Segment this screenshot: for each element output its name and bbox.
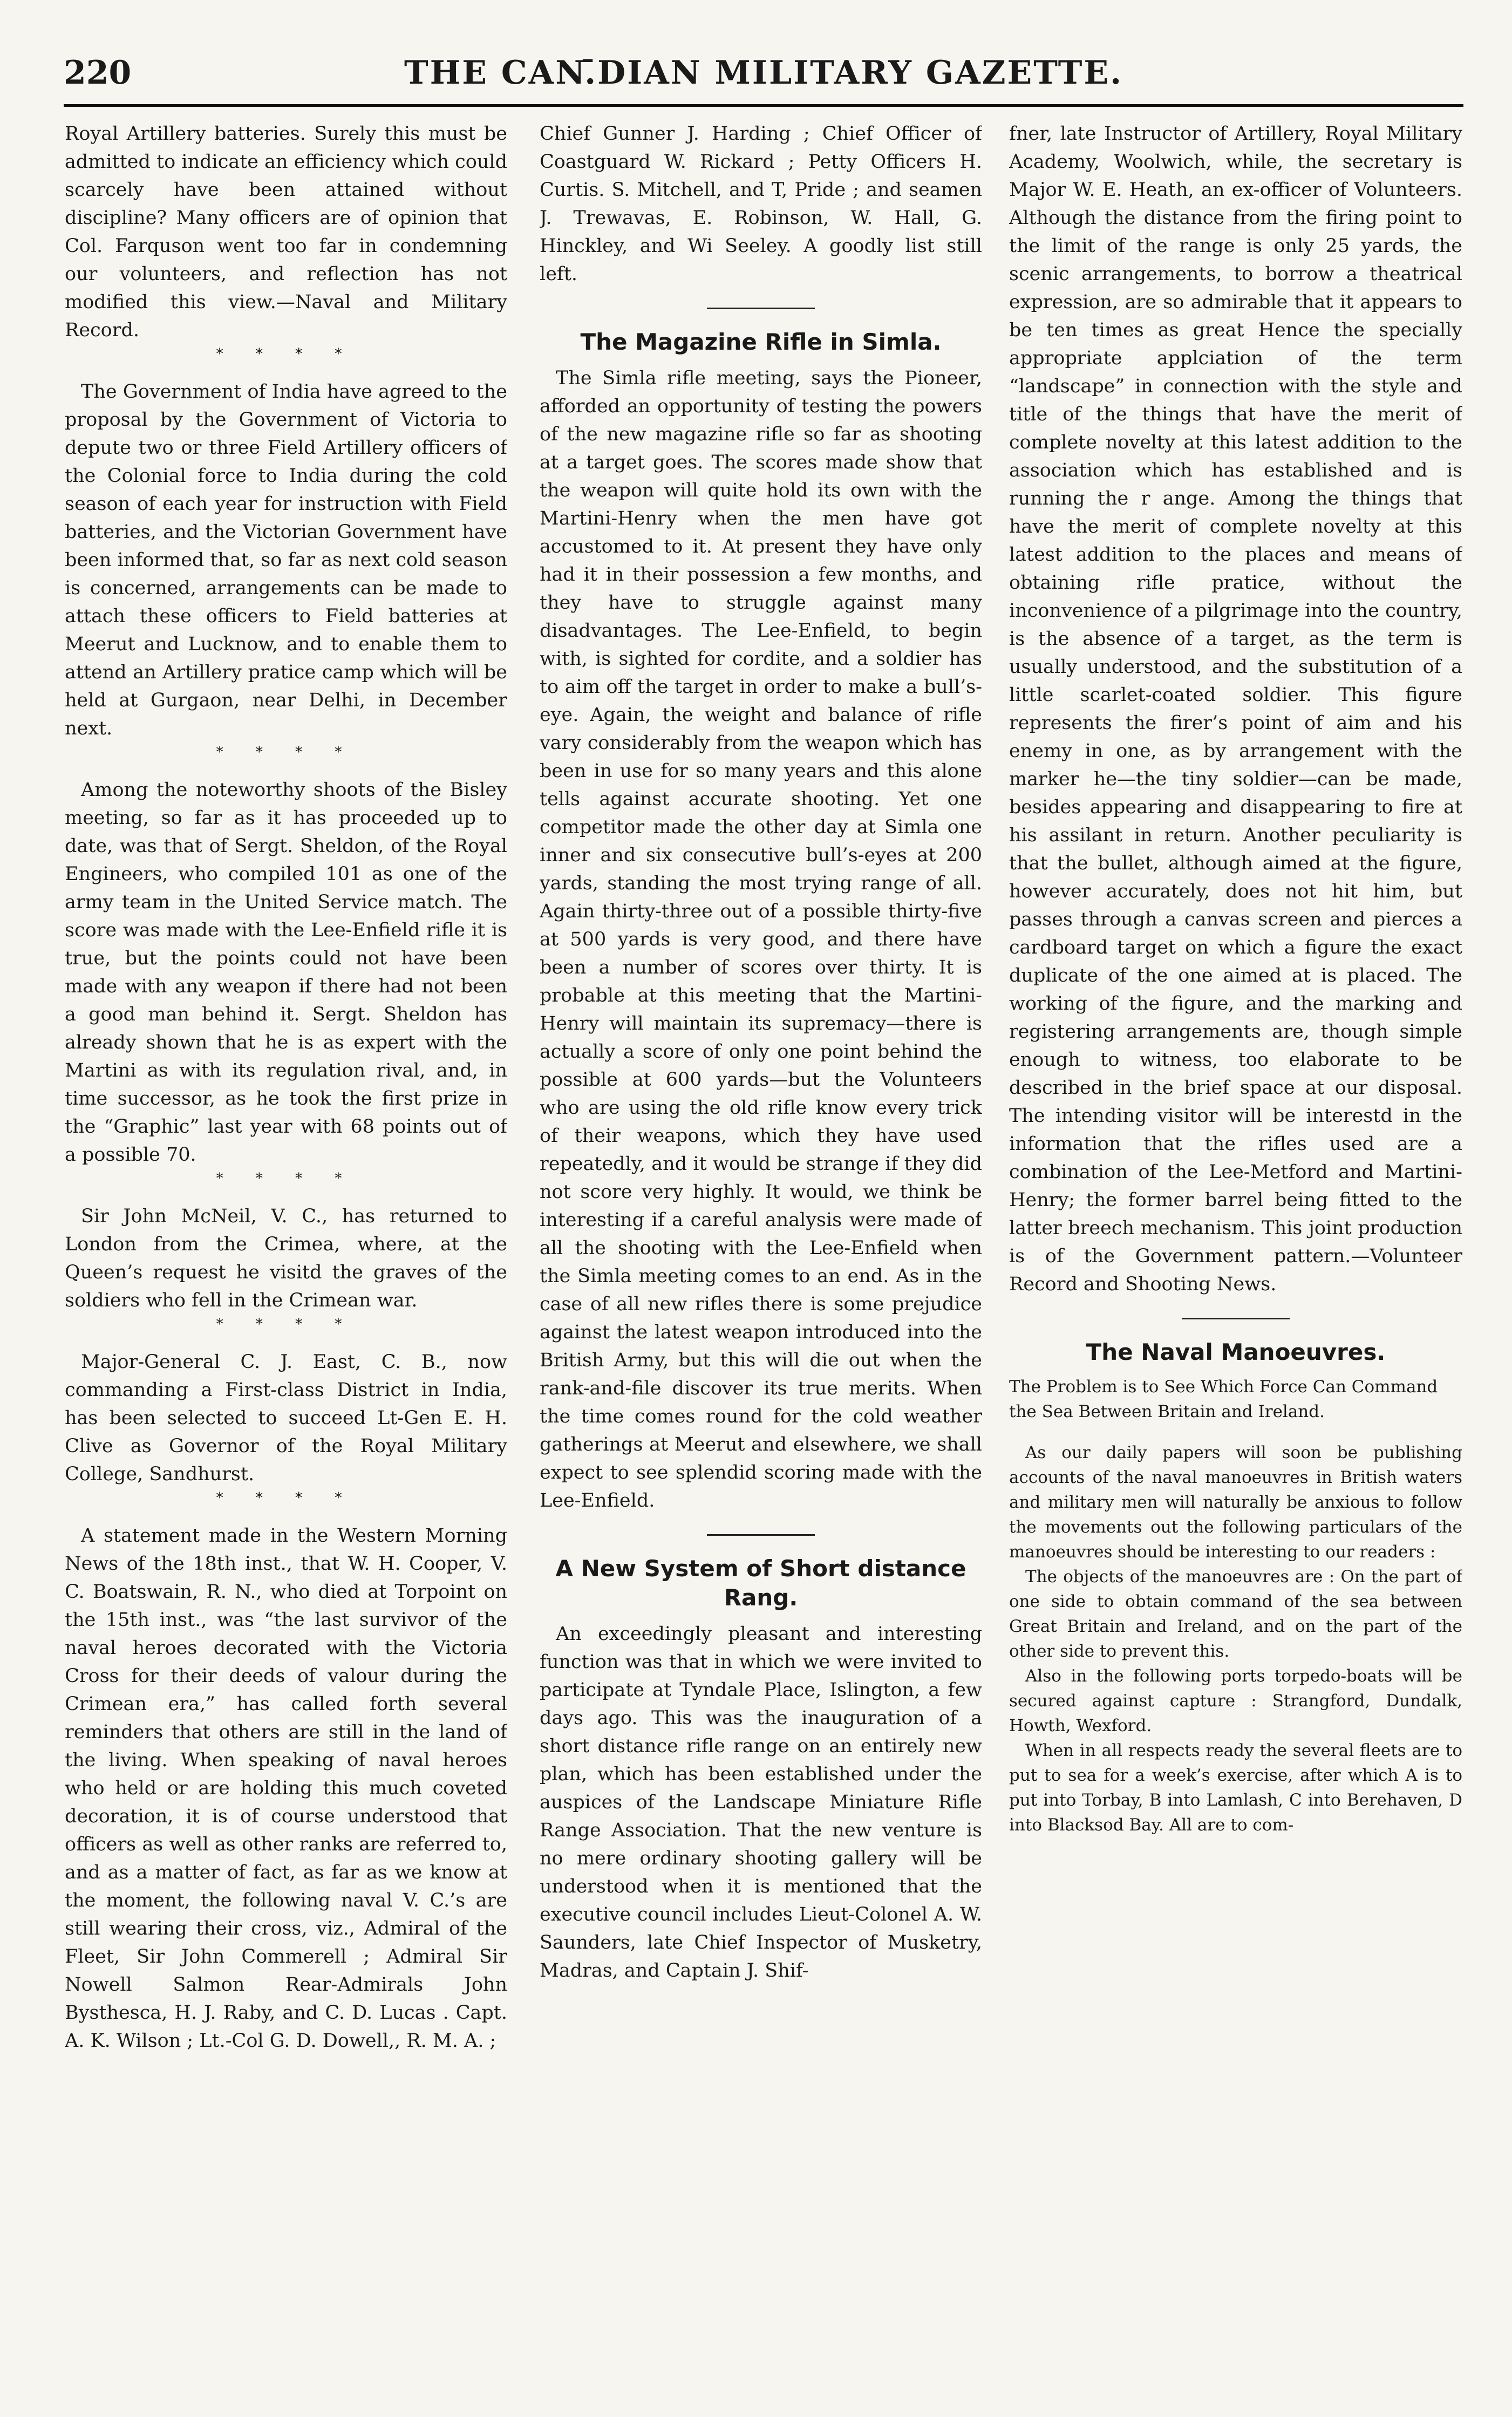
paragraph: An exceedingly pleasant and interesting function was that in which we were invited to participate at Tyndale Place, Islington, a few days ago. This was the inauguration of a short distance rifle range on an entirely new plan, which has been established under the auspices of the Landscape Miniature Rifle Range Association. That the new venture is no mere ordinary shooting gallery will be understood when it is mentioned that the executive council includes Lieut-Colonel A. W. Saunders, late Chief Inspector of Musketry, Madras, and Captain J. Shif- xyxy=(540,1623,982,1982)
column-2 xyxy=(540,120,982,2397)
paragraph: A statement made in the Western Morning News of the 18th inst., that W. H. Cooper, V. C. Boatswain, R. N., who died at Torpoint on the 15th inst., was “the last survivor of the naval heroes decorated with the Victoria Cross for their deeds of valour during the Crimean era,” has called forth several reminders that others are still in the land of the living. When speaking of naval heroes who held or are holding this much coveted decoration, it is of course understood that officers as well as other ranks are referred to, and as a matter of fact, as far as we know at the moment, the following naval V. C.’s are still wearing their cross, viz., Admiral of the Fleet, Sir John Commerell ; Admiral Sir Nowell Salmon Rear-Admirals John Bysthesca, H. J. Raby, and C. D. Lucas . Capt. A. K. Wilson ; Lt.-Col G. D. Dowell,, R. M. A. ; xyxy=(65,1525,507,2052)
paragraph: When in all respects ready the several fleets are to put to sea for a week’s exercise, after which A is to put into Torbay, B into Lamlash, C into Berehaven, D into Blacksod Bay. All are to com- xyxy=(1009,1741,1462,1835)
section-stars: * * * * xyxy=(216,1490,356,1506)
section-stars: * * * * xyxy=(216,1170,356,1187)
paragraph: The objects of the manoeuvres are : On the part of one side to obtain command of the sea between Great Britain and Ireland, and on the part of the other side to prevent this. xyxy=(1009,1567,1462,1661)
paragraph: Among the noteworthy shoots of the Bisley meeting, so far as it has proceeded up to date, was that of Sergt. Sheldon, of the Royal Engineers, who compiled 101 as one of the army team in the United Service match. The score was made with the Lee-Enfield rifle it is true, but the points could not have been made with any weapon if there had not been a good man behind it. Sergt. Sheldon has already shown that he is as expert with the Martini as with its regulation rival, and, in time successor, as he took the first prize in the “Graphic” last year with 68 points out of a possible 70. xyxy=(65,779,507,1166)
divider xyxy=(707,1534,815,1536)
paragraph: As our daily papers will soon be publishing accounts of the naval manoeuvres in British waters and military men will naturally be anxious to follow the movements out the following particulars of the manoeuvres should be interesting to our readers : xyxy=(1009,1443,1462,1562)
article-heading: The Naval Manoeuvres. xyxy=(1086,1339,1386,1365)
column-3 xyxy=(1009,120,1462,2397)
page-header xyxy=(64,54,1463,103)
header-rule xyxy=(64,104,1463,107)
column-1 xyxy=(65,120,507,2397)
paragraph: Also in the following ports torpedo-boats will be secured against capture : Strangford, Dundalk, Howth, Wexford. xyxy=(1009,1666,1462,1735)
paragraph: Sir John McNeil, V. C., has returned to London from the Crimea, where, at the Queen’s request he visitd the graves of the soldiers who fell in the Crimean war. xyxy=(65,1206,507,1311)
paragraph: The Government of India have agreed to the proposal by the Government of Victoria to depute two or three Field Artillery officers of the Colonial force to India during the cold season of each year for instruction with Field batteries, and the Victorian Government have been informed that, so far as next cold season is concerned, arrangements can be made to attach these officers to Field batteries at Meerut and Lucknow, and to enable them to attend an Artillery pratice camp which will be held at Gurgaon, near Delhi, in December next. xyxy=(65,381,507,739)
article-heading: The Magazine Rifle in Simla. xyxy=(580,329,942,355)
paragraph: Royal Artillery batteries. Surely this must be admitted to indicate an efficiency which could scarcely have been attained without discipline? Many officers are of opinion that Col. Farquson went too far in condemning our volunteers, and reflection has not modified this view.—Naval and Military Record. xyxy=(65,123,507,341)
page-number: 220 xyxy=(64,54,132,92)
paragraph: Chief Gunner J. Harding ; Chief Officer of Coastguard W. Rickard ; Petty Officers H. Curtis. S. Mitchell, and T, Pride ; and seamen J. Trewavas, E. Robinson, W. Hall, G. Hinckley, and Wi Seeley. A goodly list still left. xyxy=(540,123,982,285)
paragraph: Major-General C. J. East, C. B., now commanding a First-class District in India, has been selected to succeed Lt-Gen E. H. Clive as Governor of the Royal Military College, Sandhurst. xyxy=(65,1351,507,1485)
section-stars: * * * * xyxy=(216,1316,356,1332)
section-stars: * * * * xyxy=(216,744,356,760)
paragraph: The Simla rifle meeting, says the Pioneer, afforded an opportunity of testing the powers of the new magazine rifle so far as shooting at a target goes. The scores made show that the weapon will quite hold its own with the Martini-Henry when the men have got accustomed to it. At present they have only had it in their possession a few months, and they have to struggle against many disadvantages. The Lee-Enfield, to begin with, is sighted for cordite, and a soldier has to aim off the target in order to make a bull’s-eye. Again, the weight and balance of rifle vary considerably from the weapon which has been in use for so many years and this alone tells against accurate shooting. Yet one competitor made the other day at Simla one inner and six consecutive bull’s-eyes at 200 yards, standing the most trying range of all. Again thirty-three out of a possible thirty-five at 500 yards is very good, and there have been a number of scores over thirty. It is probable at this meeting that the Martini-Henry will maintain its supremacy—there is actually a score of only one point behind the possible at 600 yards—but the Volunteers who are using the old rifle know every trick of their weapons, which they have used repeatedly, and it would be strange if they did not score very highly. It would, we think be interesting if a careful analysis were made of all the shooting with the Lee-Enfield when the Simla meeting comes to an end. As in the case of all new rifles there is some prejudice against the latest weapon introduced into the British Army, but this will die out when the rank-and-file discover its true merits. When the time comes round for the cold weather gatherings at Meerut and elsewhere, we shall expect to see splendid scoring made with the Lee-Enfield. xyxy=(540,367,982,1512)
masthead-title: THE CAN.̄DIAN MILITARY GAZETTE. xyxy=(404,54,1123,92)
article-subheading: The Problem is to See Which Force Can Command the Sea Between Britain and Ireland. xyxy=(1009,1377,1438,1421)
divider xyxy=(1182,1318,1290,1319)
paragraph: fner, late Instructor of Artillery, Royal Military Academy, Woolwich, while, the secretary is Major W. E. Heath, an ex-officer of Volunteers. Although the distance from the firing point to the limit of the range is only 25 yards, the scenic arrangements, to borrow a theatrical expression, are so admirable that it appears to be ten times as great Hence the specially appropriate applciation of the term “landscape” in connection with the style and title of the things that have the merit of complete novelty at this latest addition to the association which has established and is running the r ange. Among the things that have the merit of complete novelty at this latest addition to the places and means of obtaining rifle pratice, without the inconvenience of a pilgrimage into the country, is the absence of a target, as the term is usually understood, and the substitution of a little scarlet-coated soldier. This figure represents the firer’s point of aim and his enemy in one, as by arrangement with the marker he—the tiny soldier—can be made, besides appearing and disappearing to fire at his assilant in return. Another peculiarity is that the bullet, although aimed at the figure, however accurately, does not hit him, but passes through a canvas screen and pierces a cardboard target on which a figure the exact duplicate of the one aimed at is placed. The working of the figure, and the marking and registering arrangements are, though simple enough to witness, too elaborate to be described in the brief space at our disposal. The intending visitor will be interestd in the information that the rifles used are a combination of the Lee-Metford and Martini-Henry; the former barrel being fitted to the latter breech mechanism. This joint production is of the Government pattern.—Volunteer Record and Shooting News. xyxy=(1009,123,1462,1295)
section-stars: * * * * xyxy=(216,346,356,362)
article-heading: A New System of Short distance Rang. xyxy=(555,1555,966,1611)
divider xyxy=(707,308,815,309)
